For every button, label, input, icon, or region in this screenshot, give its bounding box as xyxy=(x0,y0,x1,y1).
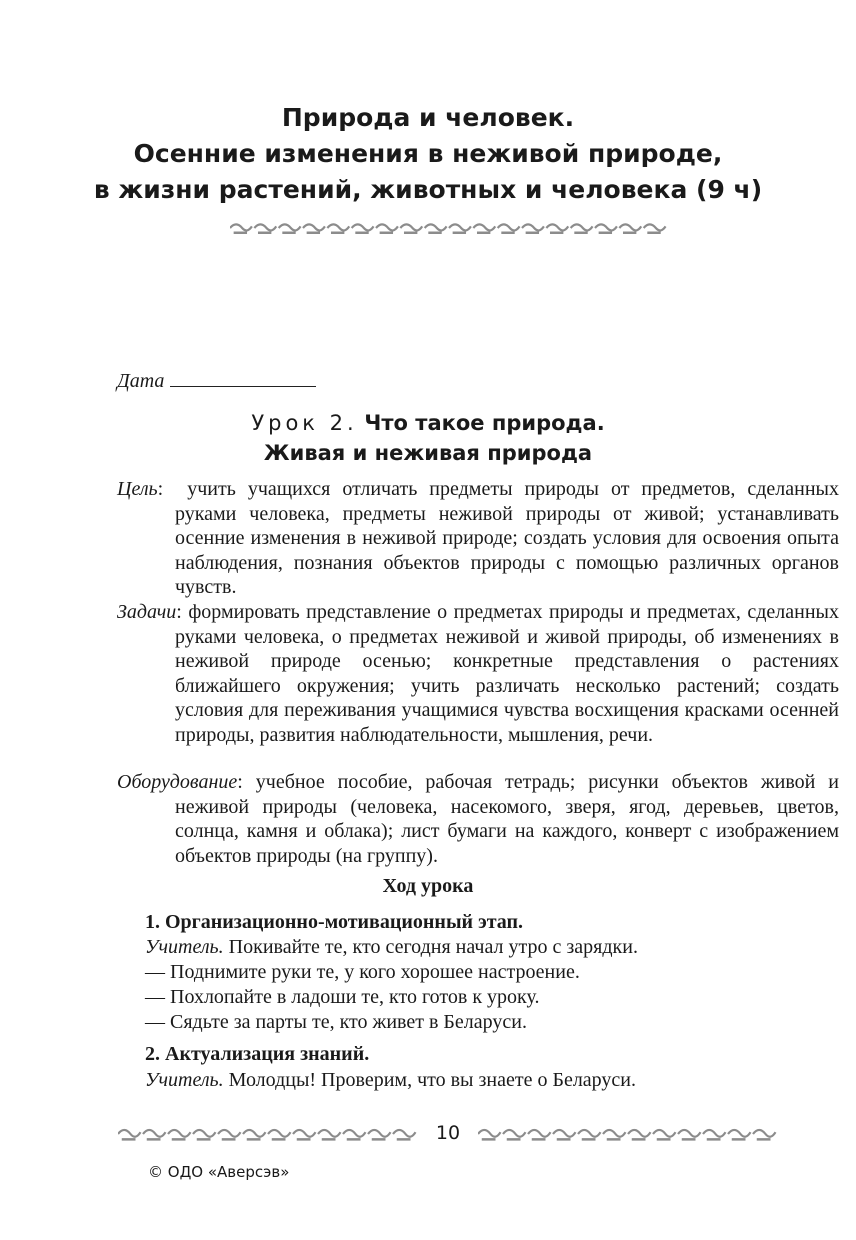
date-blank-line xyxy=(170,372,316,387)
equipment-text: учебное пособие, рабочая тетрадь; рисунки объектов живой и неживой природы (человека, насекомого, зверя, ягод, деревьев, цветов, солнца, камня и облака); лист бумаги на каждого, конверт с изображением объектов природы (на группу). xyxy=(175,771,840,867)
date-label: Дата xyxy=(117,370,165,392)
page-number: 10 xyxy=(435,1122,461,1144)
lesson-title xyxy=(0,408,856,468)
teacher-label: Учитель. xyxy=(145,936,224,958)
lesson-number: Урок 2. xyxy=(251,411,358,435)
wave-ornament-icon xyxy=(118,1125,418,1143)
dialogue-line: — Похлопайте в ладоши те, кто готов к уроку. xyxy=(145,986,540,1008)
goal-paragraph: Цель: учить учащихся отличать предметы природы от предметов, сделанных руками человека, предметы неживой природы от живой; устанавливать осенние изменения в неживой природе; создать условия для освоения опыта наблюдения, познания объектов природы с помощью различных органов чувств. xyxy=(117,478,839,599)
step2-title: 2. Актуализация знаний. xyxy=(145,1043,370,1065)
equipment-label: Оборудование xyxy=(117,771,238,793)
chapter-title-line: Осенние изменения в неживой природе, xyxy=(133,139,723,168)
step1-teacher-line xyxy=(145,936,638,959)
step1-title: 1. Организационно-мотивационный этап. xyxy=(145,911,524,933)
teacher-text: Молодцы! Проверим, что вы знаете о Беларуси. xyxy=(228,1069,636,1091)
teacher-label: Учитель. xyxy=(145,1069,224,1091)
lesson-subtitle: Живая и неживая природа xyxy=(263,441,593,465)
chapter-title-line: Природа и человек. xyxy=(281,103,575,132)
course-heading: Ход урока xyxy=(382,875,474,897)
step2-teacher-line xyxy=(145,1069,636,1092)
dialogue-line: — Поднимите руки те, у кого хорошее настроение. xyxy=(145,961,580,983)
goal-text: учить учащихся отличать предметы природы от предметов, сделанных руками человека, предметы неживой природы от живой; устанавливать осенние изменения в неживой природе; создать условия для освоения опыта наблюдения, познания объектов природы с помощью различных органов чувств. xyxy=(175,478,839,599)
footer-ornament-right xyxy=(478,1125,778,1143)
teacher-text: Покивайте те, кто сегодня начал утро с зарядки. xyxy=(228,936,638,958)
tasks-label: Задачи xyxy=(117,601,177,623)
chapter-title-line: в жизни растений, животных и человека (9 ч) xyxy=(93,175,763,204)
lesson-title-line: Что такое природа. xyxy=(364,411,605,435)
tasks-paragraph: Задачи: формировать представление о предметах природы и предметах, сделанных руками человека, о предметах неживой и живой природы, об изменениях в неживой природе осенью; конкретные представления о растениях ближайшего окружения; учить различать несколько растений; создать условия для переживания учащимися чувства восхищения красками осенней природы, развития наблюдательности, мышления, речи. xyxy=(117,601,839,746)
date-field xyxy=(117,370,316,393)
goal-label: Цель xyxy=(117,478,158,500)
wave-ornament-icon xyxy=(230,220,668,236)
copyright: © ОДО «Аверсэв» xyxy=(148,1163,290,1181)
chapter-title xyxy=(0,100,856,208)
wave-ornament-icon xyxy=(478,1125,778,1143)
tasks-text: формировать представление о предметах природы и предметах, сделанных руками человека, о предметах неживой и живой природы, об изменениях в неживой природе осенью; конкретные представления о растениях ближайшего окружения; учить различать несколько растений; создать условия для переживания учащимися чувства восхищения красками осенней природы, развития наблюдательности, мышления, речи. xyxy=(175,601,839,746)
equipment-paragraph: Оборудование: учебное пособие, рабочая тетрадь; рисунки объектов живой и неживой природы (человека, насекомого, зверя, ягод, деревьев, цветов, солнца, камня и облака); лист бумаги на каждого, конверт с изображением объектов природы (на группу). xyxy=(117,771,840,867)
dialogue-line: — Сядьте за парты те, кто живет в Беларуси. xyxy=(145,1011,527,1033)
footer-ornament-left xyxy=(118,1125,418,1143)
title-ornament xyxy=(230,220,668,236)
